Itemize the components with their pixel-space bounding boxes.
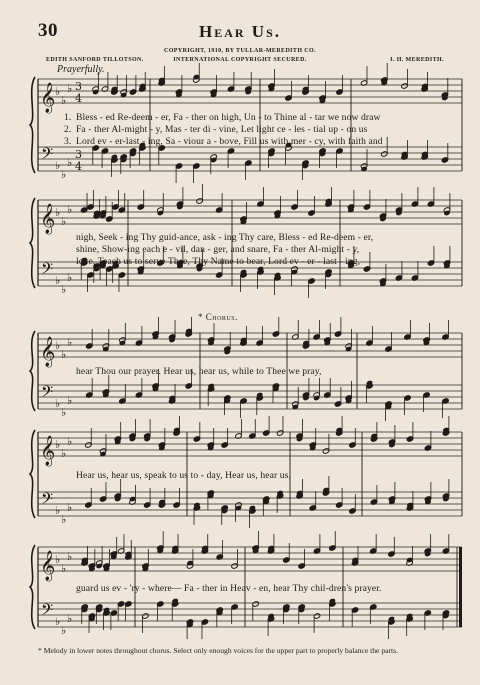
lyric-line — [64, 136, 464, 147]
treble-clef: 𝄞 — [40, 551, 56, 581]
brace — [30, 198, 35, 288]
lyric-line — [64, 124, 464, 135]
time-signature: 3 — [75, 148, 82, 161]
flat-sign: ♭ — [67, 82, 73, 95]
bass-clef: 𝄢 — [41, 490, 54, 512]
flat-sign: ♭ — [55, 206, 61, 219]
flat-sign: ♭ — [55, 85, 61, 98]
flat-sign: ♭ — [61, 624, 67, 637]
flat-sign: ♭ — [67, 435, 73, 448]
chorus-label: * Chorus. — [198, 312, 238, 322]
flat-sign: ♭ — [55, 159, 61, 172]
verse-number: 2. — [64, 124, 72, 135]
lyric-text: shine, Show-ing each e - vil, dan - ger, and snare, Fa - ther Al-might - y, — [76, 244, 360, 255]
lyric-line — [64, 256, 464, 267]
treble-clef: 𝄞 — [40, 83, 56, 113]
copyright-secured-line: INTERNATIONAL COPYRIGHT SECURED. — [173, 57, 307, 63]
brace — [30, 430, 35, 518]
bass-clef: 𝄢 — [41, 260, 54, 282]
lyric-text: Hear us, hear us, speak to us to - day, Hear us, hear us, — [76, 470, 292, 481]
flat-sign: ♭ — [55, 553, 61, 566]
lyric-line — [64, 232, 464, 243]
verse-number: 3. — [64, 136, 72, 147]
time-signature: 4 — [75, 160, 82, 173]
flat-sign: ♭ — [61, 168, 67, 181]
hymn-title: Hear Us. — [198, 22, 281, 41]
verse-number: 1. — [64, 112, 72, 123]
bass-clef: 𝄢 — [41, 145, 54, 167]
flat-sign: ♭ — [67, 501, 73, 514]
treble-clef: 𝄞 — [40, 204, 56, 234]
lyric-text: hear Thou our prayer. Hear us, hear us, while to Thee we pray, — [76, 366, 322, 377]
flat-sign: ♭ — [55, 438, 61, 451]
lyric-text: Fa - ther Al-might - y, Mas - ter di - vine, Let light ce - les - tial up - on us — [76, 124, 368, 135]
lyric-line — [64, 244, 464, 255]
flat-sign: ♭ — [61, 215, 67, 228]
time-signature: 4 — [75, 92, 82, 105]
flat-sign: ♭ — [67, 612, 73, 625]
flat-sign: ♭ — [55, 397, 61, 410]
bass-clef: 𝄢 — [41, 601, 54, 623]
brace — [30, 77, 35, 173]
lyric-line — [64, 366, 464, 377]
treble-clef: 𝄞 — [40, 436, 56, 466]
lyric-text: guard us ev - 'ry - where— Fa - ther in Heav - en, hear Thy chil-dren's prayer. — [76, 583, 382, 594]
flat-sign: ♭ — [67, 550, 73, 563]
brace — [30, 545, 35, 629]
flat-sign: ♭ — [61, 283, 67, 296]
tempo-marking: Prayerfully. — [57, 64, 105, 75]
flat-sign: ♭ — [55, 504, 61, 517]
lyric-line — [64, 470, 464, 481]
flat-sign: ♭ — [61, 94, 67, 107]
lyric-line — [64, 583, 464, 594]
time-signature: 3 — [75, 80, 82, 93]
brace — [30, 331, 35, 411]
lyric-text: nigh, Seek - ing Thy guid-ance, ask - ing Thy care, Bless - ed Re-deem - er, — [76, 232, 374, 243]
lyric-text: Bless - ed Re-deem - er, Fa - ther on high, Un - to Thine al - tar we now draw — [76, 112, 381, 123]
author-credit: EDITH SANFORD TILLOTSON. — [46, 57, 144, 63]
flat-sign: ♭ — [55, 339, 61, 352]
treble-clef: 𝄞 — [40, 337, 56, 367]
flat-sign: ♭ — [61, 447, 67, 460]
composer-credit: I. H. MEREDITH. — [390, 57, 444, 63]
flat-sign: ♭ — [67, 394, 73, 407]
lyric-text: love, Teach us to serve Thee, Thy Name to bear, Lord ev - er - last - ing, — [76, 256, 361, 267]
flat-sign: ♭ — [61, 348, 67, 361]
flat-sign: ♭ — [61, 513, 67, 526]
bass-clef: 𝄢 — [41, 383, 54, 405]
flat-sign: ♭ — [61, 562, 67, 575]
flat-sign: ♭ — [67, 271, 73, 284]
flat-sign: ♭ — [55, 615, 61, 628]
flat-sign: ♭ — [67, 203, 73, 216]
flat-sign: ♭ — [61, 406, 67, 419]
lyric-line — [64, 112, 464, 123]
copyright-line: COPYRIGHT, 1910, BY TULLAR-MEREDITH CO. — [163, 48, 316, 54]
page-number: 30 — [38, 20, 58, 41]
flat-sign: ♭ — [67, 336, 73, 349]
flat-sign: ♭ — [67, 156, 73, 169]
flat-sign: ♭ — [55, 274, 61, 287]
lyric-text: Lord ev - er-last - ing, Sa - viour a - bove, Fill us with mer - cy, with faith and — [76, 136, 383, 147]
footnote: * Melody in lower notes throughout chorus. Select only enough voices for the upper part to properly balance the parts. — [38, 646, 398, 655]
